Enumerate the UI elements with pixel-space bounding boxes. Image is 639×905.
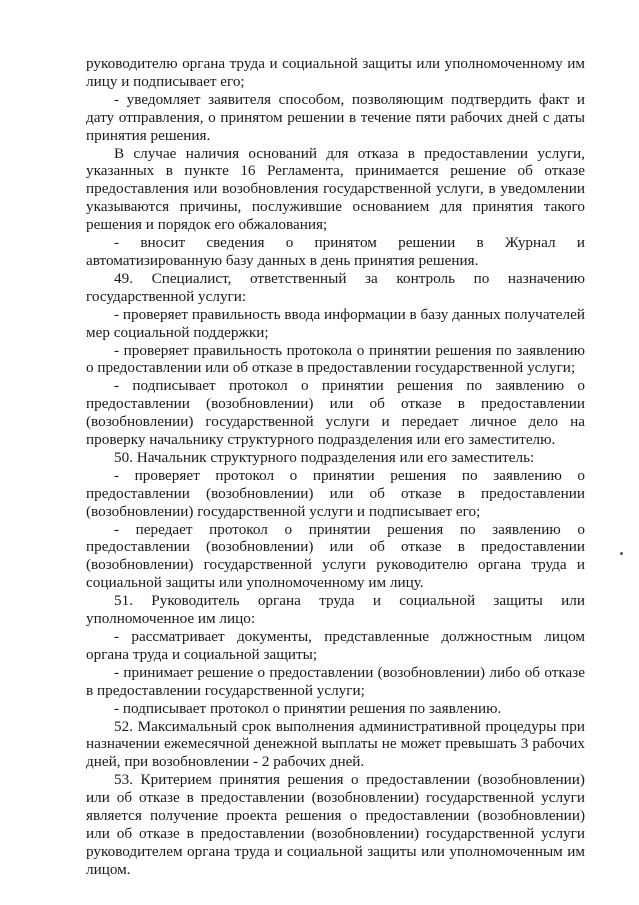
paragraph: 51. Руководитель органа труда и социальной защиты или уполномоченное им лицо: (86, 592, 585, 628)
paragraph: 49. Специалист, ответственный за контроль по назначению государственной услуги: (86, 269, 585, 305)
paragraph: - передает протокол о принятии решения по заявлению о предоставлении (возобновлении) или об отказе в предоставлении (возобновлении) государственной услуги руководителю органа труда и социальной защиты или уполномоченному им лицу. (86, 520, 585, 592)
paragraph: - принимает решение о предоставлении (возобновлении) либо об отказе в предоставлении государственной услуги; (86, 663, 585, 699)
paragraph: - подписывает протокол о принятии решения по заявлению о предоставлении (возобновлении) или об отказе в предоставлении (возобновлении) государственной услуги и передает личное дело на проверку начальнику структурного подразделения или его заместителю. (86, 377, 585, 449)
paragraph: - подписывает протокол о принятии решения по заявлению. (114, 699, 502, 717)
paragraph: 53. Критерием принятия решения о предоставлении (возобновлении) или об отказе в предоставлении (возобновлении) государственной услуги является получение проекта решения о предоставлении (возобновлении) или об отказе в предоставлении (возобновлении) государственной услуги руководителем органа труда и социальной защиты или уполномоченным им лицом. (86, 771, 585, 878)
scan-speck (620, 552, 623, 555)
paragraph: - проверяет правильность протокола о принятии решения по заявлению о предоставлении или об отказе в предоставлении государственной услуги; (86, 341, 585, 377)
paragraph: руководителю органа труда и социальной защиты или уполномоченному им лицу и подписывает его; (86, 55, 585, 90)
paragraph: В случае наличия оснований для отказа в предоставлении услуги, указанных в пункте 16 Регламента, принимается решение об отказе предоставления или возобновления государственной услуги, в уведомлении указываются причины, послужившие основанием для принятия такого решения и порядок его обжалования; (86, 144, 585, 234)
paragraph: - вносит сведения о принятом решении в Журнал и автоматизированную базу данных в день принятия решения. (86, 234, 585, 269)
paragraph: 52. Максимальный срок выполнения административной процедуры при назначении ежемесячной денежной выплаты не может превышать 3 рабочих дней, при возобновлении - 2 рабочих дней. (86, 717, 585, 771)
paragraph: - проверяет протокол о принятии решения по заявлению о предоставлении (возобновлении) или об отказе в предоставлении (возобновлении) государственной услуги и подписывает его; (86, 466, 585, 520)
document-body (86, 55, 585, 879)
paragraph: - уведомляет заявителя способом, позволяющим подтвердить факт и дату отправления, о принятом решении в течение пяти рабочих дней с даты принятия решения. (86, 90, 585, 144)
paragraph: - рассматривает документы, представленные должностным лицом органа труда и социальной защиты; (86, 628, 585, 663)
paragraph: 50. Начальник структурного подразделения или его заместитель: (114, 448, 535, 466)
paragraph: - проверяет правильность ввода информации в базу данных получателей мер социальной поддержки; (86, 305, 585, 341)
